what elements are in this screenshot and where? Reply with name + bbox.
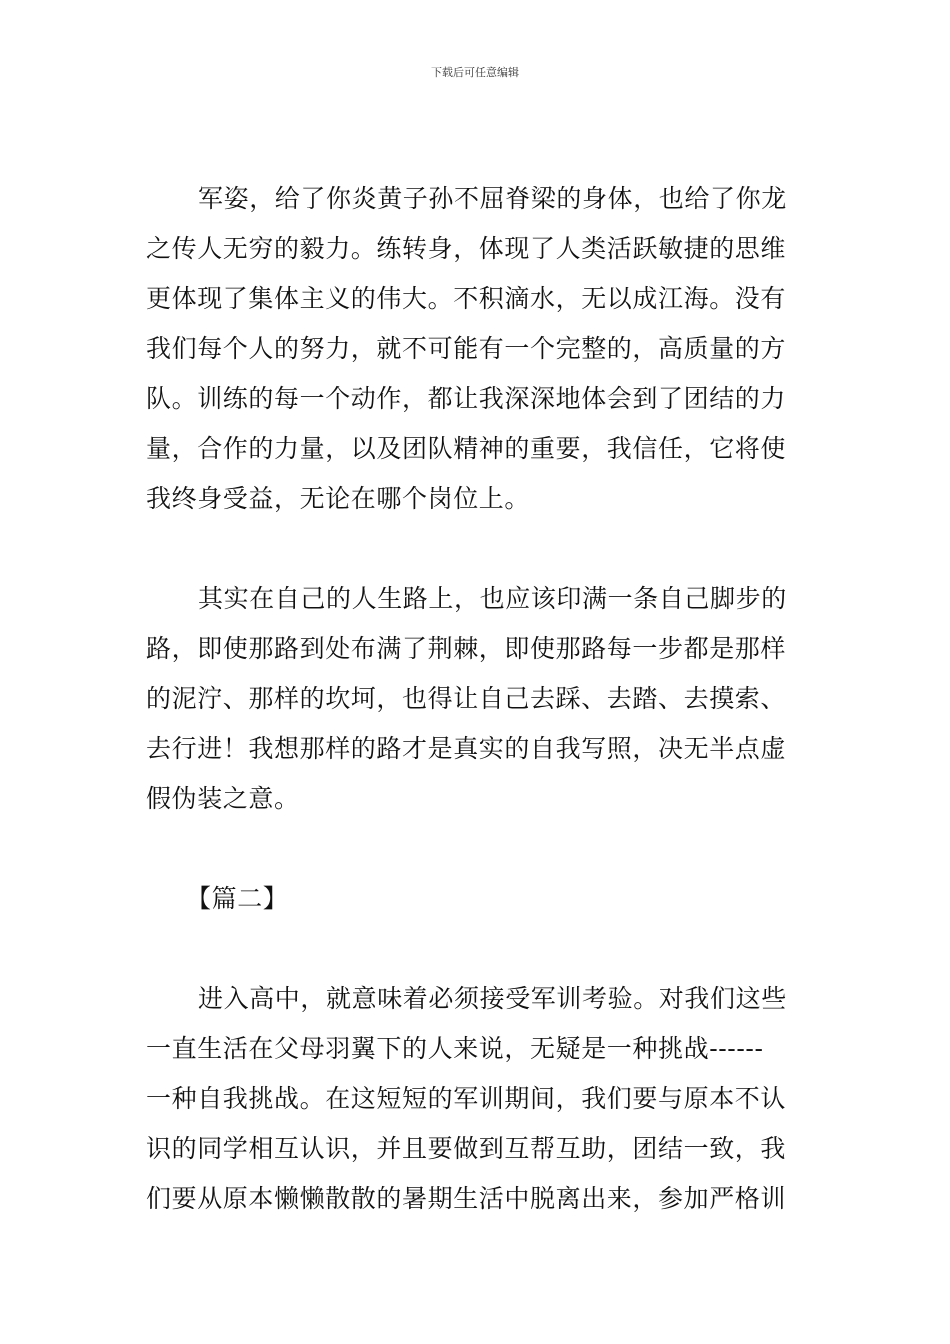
- text-line: 们要从原本懒懒散散的暑期生活中脱离出来，参加严格训: [146, 1184, 787, 1213]
- text-line: 一直生活在父母羽翼下的人来说，无疑是一种挑战------: [146, 1034, 764, 1063]
- text-line: 其实在自己的人生路上，也应该印满一条自己脚步的: [198, 584, 787, 613]
- text-line: 路，即使那路到处布满了荆棘，即使那路每一步都是那样: [146, 634, 787, 663]
- text-line: 假伪装之意。: [146, 784, 300, 813]
- text-line: 量，合作的力量，以及团队精神的重要，我信任，它将使: [146, 434, 787, 463]
- text-line: 进入高中，就意味着必须接受军训考验。对我们这些: [198, 984, 787, 1013]
- text-line: 去行进！我想那样的路才是真实的自我写照，决无半点虚: [146, 734, 787, 763]
- text-line: 一种自我挑战。在这短短的军训期间，我们要与原本不认: [146, 1084, 787, 1113]
- section-title: 【篇二】: [186, 884, 289, 913]
- text-line: 队。训练的每一个动作，都让我深深地体会到了团结的力: [146, 384, 787, 413]
- text-line: 更体现了集体主义的伟大。不积滴水，无以成江海。没有: [146, 284, 787, 313]
- text-line: 识的同学相互认识，并且要做到互帮互助，团结一致，我: [146, 1134, 787, 1163]
- text-line: 之传人无穷的毅力。练转身，体现了人类活跃敏捷的思维: [146, 234, 787, 263]
- text-line: 军姿，给了你炎黄子孙不屈脊梁的身体，也给了你龙: [198, 184, 787, 213]
- text-line: 我终身受益，无论在哪个岗位上。: [146, 484, 531, 513]
- text-line: 我们每个人的努力，就不可能有一个完整的，高质量的方: [146, 334, 787, 363]
- text-line: 的泥泞、那样的坎坷，也得让自己去踩、去踏、去摸索、: [146, 684, 787, 713]
- page-header: 下载后可任意编辑: [431, 66, 519, 79]
